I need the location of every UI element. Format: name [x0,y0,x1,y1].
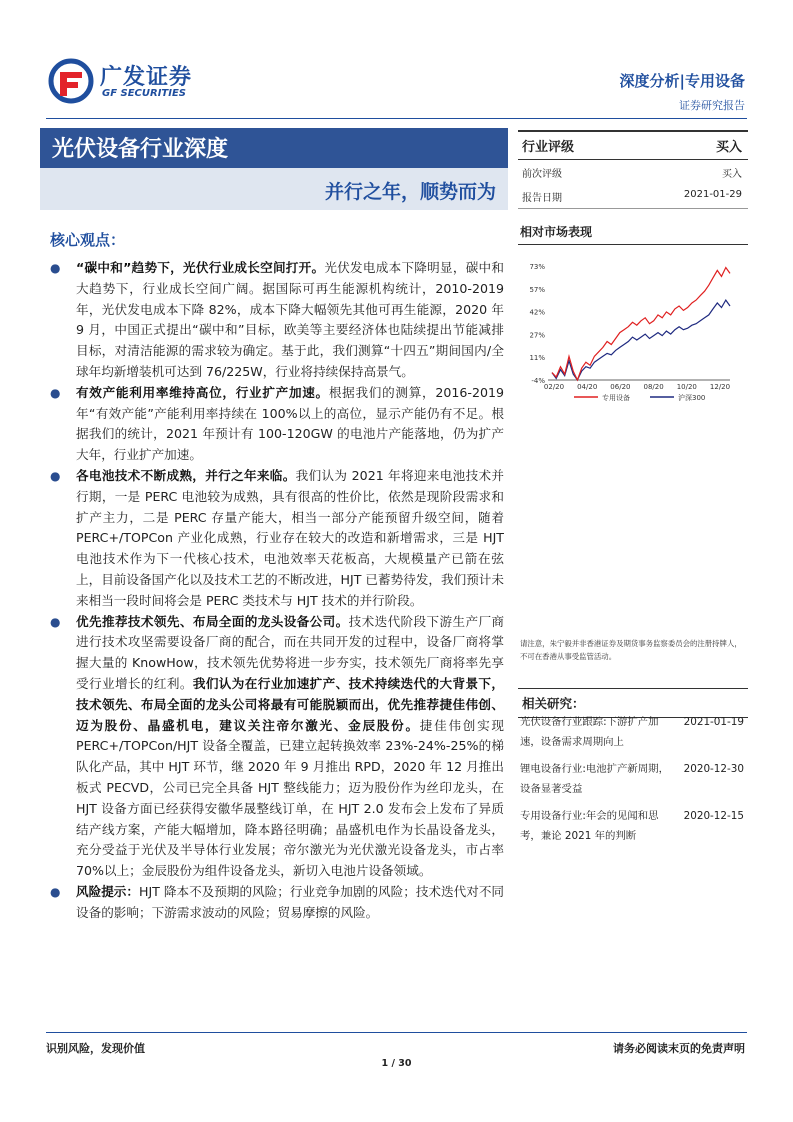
bullet-lead: “碳中和”趋势下，光伏行业成长空间打开。 [76,260,325,275]
bullet-text: 我们认为 2021 年将迎来电池技术并行期，一是 PERC 电池较为成熟，具有很高的性价比，依然是现阶段需求和扩产主力，二是 PERC 存量产能大，相当一部分产能预留升级空间，随着 PERC+/TOPCon 产业化成熟，行业存在较大的改造和新增需求，三是 HJT 电池技术作为下一代核心技术，电池效率天花板高，大规模量产已箭在弦上，目前设备国产化以及技术工艺的不断改进，HJT 已蓄势待发，我们预计未来相当一段时间将会是 PERC 类技术与 HJT 技术的并行阶段。 [76,467,505,608]
bullet-icon: ● [50,468,61,483]
y-tick-label: 42% [529,308,545,317]
rating-value: 买入 [715,140,742,155]
header-right [620,70,745,113]
related-item-title: 锂电设备行业:电池扩产新周期，设备显著受益 [520,763,669,795]
x-tick-label: 06/20 [610,383,631,391]
rating-row-label: 报告日期 [522,193,562,204]
rating-row-date [518,184,748,209]
core-views-title: 核心观点： [50,231,126,249]
related-item-date: 2020-12-15 [683,810,744,822]
x-tick-label: 02/20 [543,383,565,391]
bullet-item [48,466,504,612]
gf-logo-icon [48,58,94,104]
bullet-lead: 风险提示： [76,883,139,899]
y-tick-label: 27% [529,331,545,340]
related-item-title: 光伏设备行业跟踪:下游扩产加速，设备需求周期向上 [520,716,659,748]
related-item-title: 专用设备行业:年会的见闻和思考，兼论 2021 年的判断 [520,810,659,842]
bullet-emphasis: 我们认为在行业加速扩产、技术持续迭代的大背景下，技术领先、布局全面的龙头公司将最有可能脱颖而出，优先推荐捷佳伟创、迈为股份、晶盛机电，建议关注帝尔激光、金辰股份。 [76,675,505,733]
related-item[interactable] [520,760,748,799]
rating-label: 行业评级 [522,140,575,155]
bullet-lead: 优先推荐技术领先、布局全面的龙头设备公司。 [76,613,349,629]
x-tick-label: 08/20 [643,383,664,391]
series-line-index [552,300,730,380]
logo-cn: 广发证券 [100,65,193,90]
related-item-date: 2021-01-19 [683,716,744,728]
bullet-text-tail: 捷佳伟创实现 PERC+/TOPCon/HJT 设备全覆盖，已建立起转换效率 23%-24%-25%的梯队化产品，其中 HJT 环节，继 2020 年 9 月推出 RPD，2020 年 12 月推出板式 PECVD，公司已完全具备 HJT 整线能力；迈为股份作为丝印龙头，在 HJT 设备方面已经获得安徽华晟整线订单，在 HJT 2.0 发布会上发布了异质结产线方案，产能大幅增加，降本路径明确；晶盛机电作为长晶设备龙头，充分受益于光伏及半导体行业发展；帝尔激光为光伏激光设备龙头，市占率 70%以上；金辰股份为组件设备龙头，新切入电池片设备领域。 [76,717,505,879]
title-bar [40,128,508,168]
rating-row-previous [518,160,748,184]
bullet-icon: ● [50,261,61,275]
related-item[interactable] [520,807,748,846]
footer-disclaimer-link: 请务必阅读末页的免责声明 [613,1042,745,1055]
rating-box [518,130,748,209]
bullet-icon: ● [50,614,61,629]
related-item-date: 2020-12-30 [683,763,744,775]
bullet-text: 技术迭代阶段下游生产厂商进行技术攻坚需要设备厂商的配合，而在共同开发的过程中，设备厂商将掌握大量的 KnowHow，技术领先优势将进一步夯实，技术领先厂商将率先享受行业增长的红利。 [76,613,505,691]
title-band [40,128,508,210]
bullet-item [48,882,504,924]
legend-label: 沪深300 [678,394,706,402]
footer-slogan: 识别风险，发现价值 [46,1042,145,1055]
rating-row-value: 买入 [722,169,742,180]
bullet-lead: 各电池技术不断成熟，并行之年来临。 [76,467,296,483]
bullet-item [48,383,504,466]
bullet-item [48,258,504,383]
report-subtitle: 并行之年，顺势而为 [324,181,496,203]
logo-en: GF SECURITIES [102,88,187,99]
y-tick-label: 57% [529,285,545,294]
rating-header [518,130,748,160]
bullet-text: HJT 降本不及预期的风险；行业竞争加剧的风险；技术迭代对不同设备的影响；下游需求波动的风险；贸易摩擦的风险。 [76,883,505,920]
y-tick-label: -4% [531,377,545,385]
bullet-icon: ● [50,385,61,400]
relative-performance-chart [518,252,748,417]
bullet-lead: 有效产能利用率维持高位，行业扩产加速。 [76,384,329,400]
footer-divider [46,1032,747,1033]
chart-title: 相对市场表现 [518,223,748,245]
bullet-text: 光伏发电成本下降明显，碳中和大趋势下，行业成长空间广阔。据国际可再生能源机构统计，2010-2019 年，光伏发电成本下降 82%，成本下降大幅领先其他可再生能源，2020 年 9 月，中国正式提出“碳中和”目标，欧美等主要经济体也陆续提出节能减排目标，对清洁能源的需求较为确定。基于此，我们测算“十四五”期间国内/全球年均新增装机可达到 76/225W，行业将持续保持高景气。 [76,260,504,379]
y-tick-label: 73% [529,263,545,271]
report-category: 深度分析|专用设备 [619,72,745,90]
bullet-icon: ● [50,884,61,899]
related-research-title: 相关研究： [518,688,748,718]
bullet-text: 根据我们的测算，2016-2019 年“有效产能”产能利用率持续在 100%以上的高位，显示产能仍有不足。根据我们的统计，2021 年预计有 100-120GW 的电池片产能落地，仍为扩产大年，行业扩产加速。 [76,384,504,463]
page-number: 1 / 30 [381,1058,412,1069]
analyst-disclaimer: 请注意，朱宁毅并非香港证券及期货事务监察委员会的注册持牌人，不可在香港从事受监管活动。 [520,639,742,661]
company-logo [48,58,208,104]
x-tick-label: 12/20 [709,383,731,391]
x-tick-label: 04/20 [577,383,598,391]
report-type: 证券研究报告 [679,99,745,112]
rating-row-label: 前次评级 [522,169,562,180]
header-divider [46,118,747,119]
bullet-item [48,612,504,882]
x-tick-label: 10/20 [676,383,697,391]
y-tick-label: 11% [529,354,545,363]
legend-label: 专用设备 [602,394,630,402]
related-item[interactable] [520,713,748,752]
related-research-list [520,713,748,854]
series-line-sector [552,268,730,381]
core-views-list [48,258,504,924]
rating-row-value: 2021-01-29 [683,189,742,200]
report-title: 光伏设备行业深度 [52,137,229,162]
